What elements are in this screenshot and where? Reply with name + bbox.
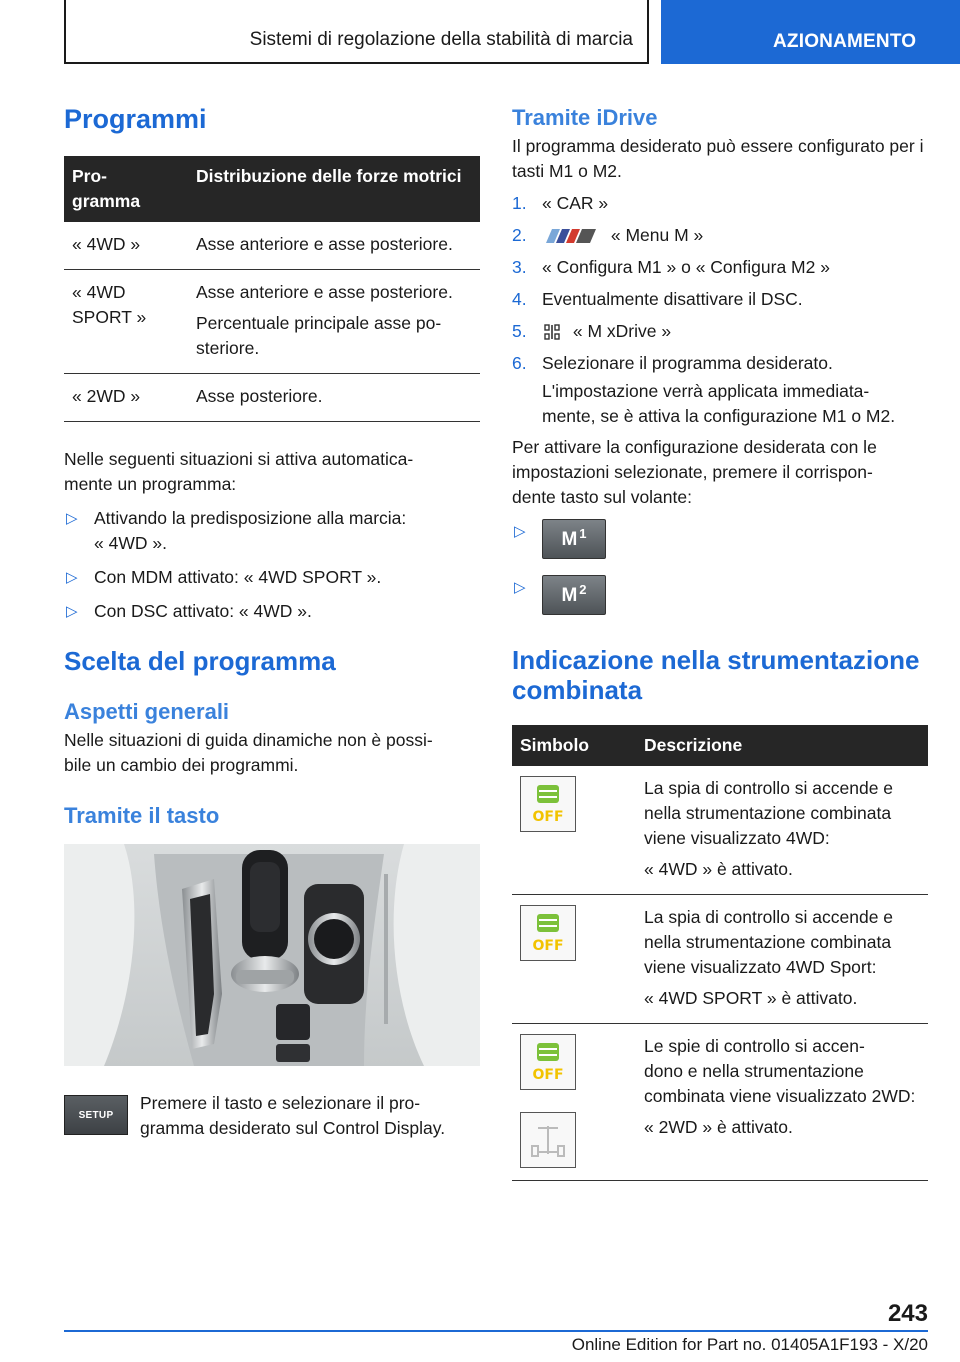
setup-button-icon: SETUP xyxy=(64,1095,128,1135)
list-item xyxy=(512,575,928,617)
col-header-distribution: Distribuzione delle forze motrici xyxy=(188,156,480,222)
triangle-bullet-icon: ▷ xyxy=(66,603,78,620)
step-text: « Configura M1 » o « Configura M2 » xyxy=(542,257,830,277)
desc-text: Asse anteriore e asse posteriore. xyxy=(196,234,453,254)
2wd-drivetrain-icon xyxy=(520,1112,576,1168)
table-row xyxy=(512,895,928,1024)
table-row xyxy=(64,374,480,422)
list-item xyxy=(512,519,928,561)
step-item xyxy=(512,319,928,344)
symbol-cell xyxy=(512,766,636,895)
desc-note: « 4WD SPORT » è attivato. xyxy=(644,988,858,1008)
footer-divider xyxy=(64,1330,928,1332)
m2-button-icon: M $^2$ xyxy=(542,575,606,615)
m-buttons-list xyxy=(512,519,928,617)
page-number: 243 xyxy=(887,1300,928,1327)
step6-note: L'impostazione verrà applicata immediata- mente, se è attiva la configurazione M1 o M2. xyxy=(542,381,896,426)
col-header-program: Pro- gramma xyxy=(64,156,188,222)
program-cell: « 2WD » xyxy=(64,374,188,422)
col-header-symbol: Simbolo xyxy=(512,725,636,766)
desc-cell xyxy=(636,895,928,1024)
step-item xyxy=(512,287,928,312)
traction-off-warning-icon xyxy=(520,776,576,832)
center-console-photo xyxy=(64,844,480,1066)
desc-cell xyxy=(636,766,928,895)
step-text: « Menu M » xyxy=(610,225,704,245)
step-number: 5. xyxy=(512,321,527,341)
step-number: 1. xyxy=(512,193,527,213)
table-row xyxy=(64,270,480,374)
list-item xyxy=(64,565,480,590)
desc-text: La spia di controllo si accende e nella strumentazione combinata viene visualizzato 4WD: xyxy=(644,778,894,848)
step-text: Eventualmente disattivare il DSC. xyxy=(542,289,803,309)
desc-note: « 4WD » è attivato. xyxy=(644,859,793,879)
svg-text:OFF: OFF xyxy=(532,809,564,825)
section-title: Sistemi di regolazione della stabilità di marcia xyxy=(249,29,633,50)
step-number: 2. xyxy=(512,225,527,245)
left-column xyxy=(64,96,480,1141)
auto-list xyxy=(64,506,480,624)
symbol-cell xyxy=(512,1024,636,1181)
footer-edition: Online Edition for Part no. 01405A1F193 - X/20 xyxy=(571,1335,928,1354)
table-row xyxy=(512,766,928,895)
step-item xyxy=(512,351,928,376)
desc-cell xyxy=(188,374,480,422)
triangle-bullet-icon: ▷ xyxy=(66,569,78,586)
buttons-intro: Per attivare la configurazione desiderata con le impostazioni selezionate, premere il corrispon- dente tasto sul volante: xyxy=(512,437,877,507)
chapter-tab[interactable] xyxy=(661,0,960,64)
step-number: 6. xyxy=(512,353,527,373)
desc-text: La spia di controllo si accende e nella strumentazione combinata viene visualizzato 4WD Sport: xyxy=(644,907,894,977)
programs-table xyxy=(64,156,480,422)
desc-text: Asse anteriore e asse posteriore. xyxy=(196,282,453,302)
m1-button-icon: M $^1$ xyxy=(542,519,606,559)
aspetti-text: Nelle situazioni di guida dinamiche non è possi- bile un cambio dei programmi. xyxy=(64,730,433,775)
triangle-bullet-icon: ▷ xyxy=(66,510,78,527)
right-column xyxy=(512,96,928,1181)
list-item-text: Con MDM attivato: « 4WD SPORT ». xyxy=(94,567,382,587)
symbols-table xyxy=(512,725,928,1181)
desc-cell xyxy=(636,1024,928,1181)
idrive-title: Tramite iDrive xyxy=(512,105,658,130)
desc-cell xyxy=(188,270,480,374)
list-item-text: Con DSC attivato: « 4WD ». xyxy=(94,601,312,621)
desc-text: Percentuale principale asse po- steriore. xyxy=(196,313,442,358)
step-item xyxy=(512,191,928,216)
m-logo-icon xyxy=(542,227,598,245)
program-cell: « 4WD » xyxy=(64,222,188,270)
traction-off-warning-icon xyxy=(520,905,576,961)
desc-cell xyxy=(188,222,480,270)
triangle-bullet-icon: ▷ xyxy=(514,523,526,540)
step-text: « CAR » xyxy=(542,193,609,213)
programmi-title: Programmi xyxy=(64,104,207,134)
step-number: 3. xyxy=(512,257,527,277)
desc-text: Asse posteriore. xyxy=(196,386,323,406)
svg-text:OFF: OFF xyxy=(532,1067,564,1083)
step-number: 4. xyxy=(512,289,527,309)
program-cell: « 4WD SPORT » xyxy=(64,270,188,374)
idrive-text: Il programma desiderato può essere configurato per i tasti M1 o M2. xyxy=(512,136,924,181)
table-row xyxy=(64,222,480,270)
step-item xyxy=(512,223,928,248)
idrive-steps xyxy=(512,191,928,376)
step-text: « M xDrive » xyxy=(572,321,672,341)
section-header xyxy=(64,0,649,64)
table-header-row xyxy=(64,156,480,222)
aspetti-title: Aspetti generali xyxy=(64,699,230,724)
desc-text: Le spie di controllo si accen- dono e nella strumentazione combinata viene visualizzato 2WD: xyxy=(644,1036,916,1106)
svg-text:OFF: OFF xyxy=(532,938,564,954)
step-item xyxy=(512,255,928,280)
chapter-tab-label: AZIONAMENTO xyxy=(773,31,917,52)
indicazione-title: Indicazione nella strumentazione combinata xyxy=(512,645,920,705)
table-row xyxy=(512,1024,928,1181)
auto-intro: Nelle seguenti situazioni si attiva automatica- mente un programma: xyxy=(64,449,414,494)
table-header-row xyxy=(512,725,928,766)
step-text: Selezionare il programma desiderato. xyxy=(542,353,833,373)
list-item xyxy=(64,599,480,624)
col-header-description: Descrizione xyxy=(636,725,928,766)
triangle-bullet-icon: ▷ xyxy=(514,579,526,596)
list-item: ▷ Attivando la predisposizione alla marcia: « 4WD ». xyxy=(66,508,407,553)
traction-off-warning-icon xyxy=(520,1034,576,1090)
symbol-cell xyxy=(512,895,636,1024)
xdrive-icon xyxy=(542,322,562,342)
setup-text: Premere il tasto e selezionare il pro- gramma desiderato sul Control Display. xyxy=(140,1093,446,1138)
scelta-title: Scelta del programma xyxy=(64,646,336,676)
setup-instruction xyxy=(64,1091,480,1141)
desc-note: « 2WD » è attivato. xyxy=(644,1117,793,1137)
tasto-title: Tramite il tasto xyxy=(64,803,220,828)
